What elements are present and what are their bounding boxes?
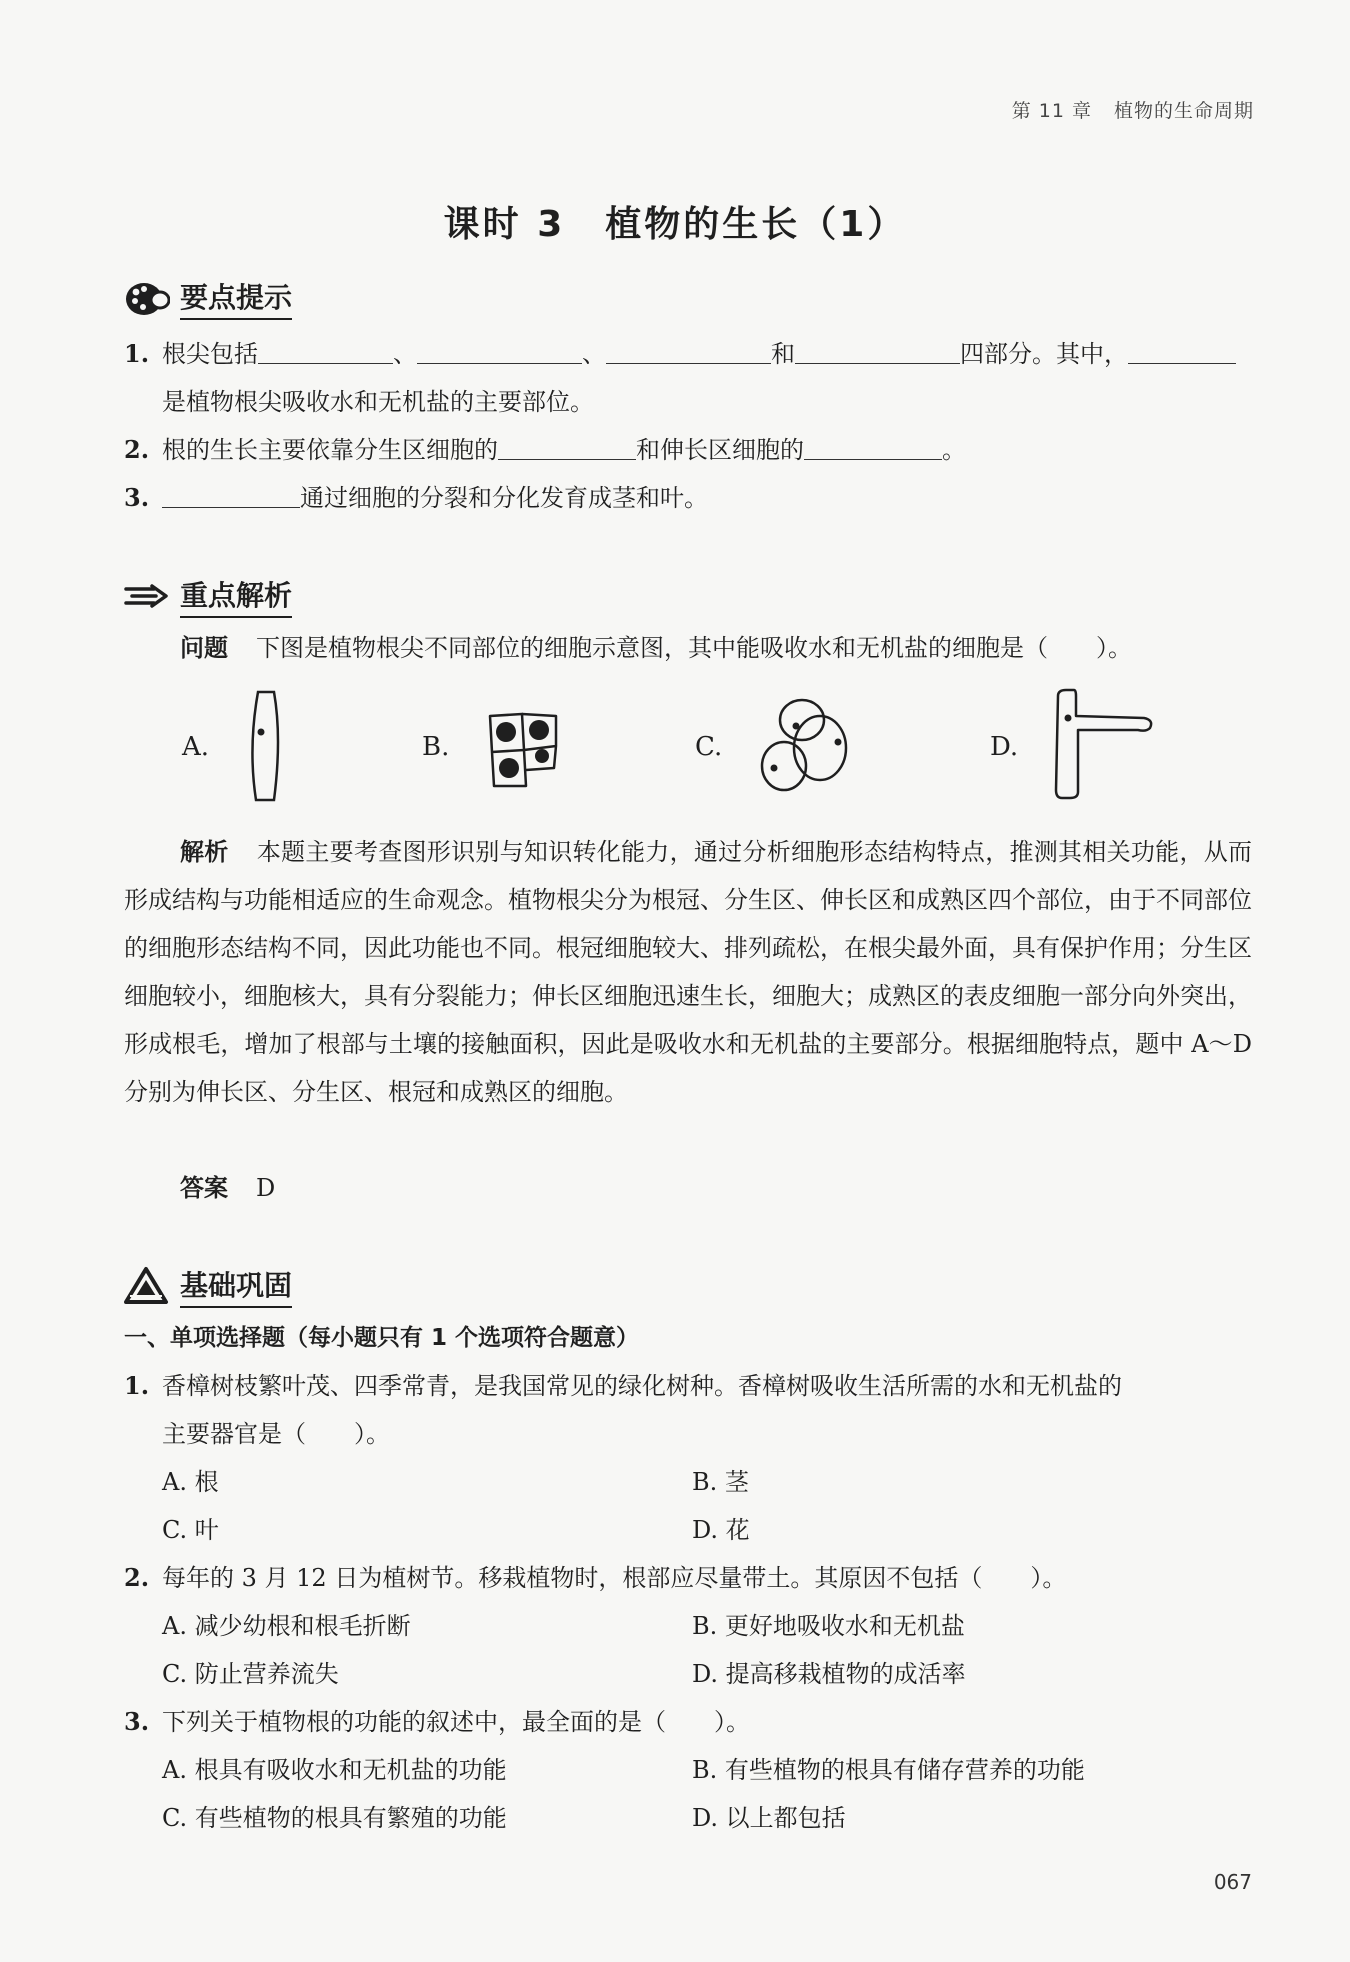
loose-round-cells-image — [758, 696, 854, 796]
example-question — [124, 624, 1308, 672]
section-key-points-heading — [124, 276, 292, 320]
running-header — [1012, 96, 1254, 123]
key-point-3: 3. 通过细胞的分裂和分化发育成茎和叶。 — [124, 483, 708, 512]
answer-line — [124, 1164, 1308, 1212]
key-point-1: 1. 根尖包括 、 、 和 四部分。其中， — [124, 330, 1252, 378]
section-heading-text: 要点提示 — [180, 276, 292, 320]
page-title — [0, 196, 1350, 247]
answer-blank[interactable] — [1128, 337, 1236, 364]
answer-blank[interactable] — [417, 337, 582, 364]
palette-icon — [124, 278, 170, 318]
answer-label: 答案 — [180, 1174, 228, 1202]
elongated-cell-image — [244, 688, 288, 806]
exercise-question-2: 2. 每年的 3 月 12 日为植树节。移栽植物时，根部应尽量带土。其原因不包括（ ）。 — [124, 1563, 1067, 1592]
chapter-title: 植物的生命周期 — [1113, 100, 1254, 122]
page-number: 067 — [1213, 1870, 1252, 1894]
option-d-label[interactable]: D. — [990, 732, 1019, 762]
option-a-label[interactable]: A. — [182, 732, 210, 762]
q2-option-c[interactable]: C. 防止营养流失 — [162, 1660, 339, 1688]
answer-blank[interactable] — [162, 481, 300, 508]
key-point-2: 2. 根的生长主要依靠分生区细胞的 和伸长区细胞的 。 — [124, 435, 966, 464]
option-b-label[interactable]: B. — [422, 732, 450, 762]
exercise-question-1: 1. 香樟树枝繁叶茂、四季常青，是我国常见的绿化树种。香樟树吸收生活所需的水和无机盐的 — [124, 1371, 1122, 1400]
option-c-label[interactable]: C. — [695, 732, 723, 762]
section-heading-text: 重点解析 — [180, 574, 292, 618]
triangle-blocks-icon — [124, 1266, 170, 1306]
question-1-options-row2 — [162, 1506, 1252, 1554]
q3-option-d[interactable]: D. 以上都包括 — [692, 1804, 846, 1832]
question-text: 下图是植物根尖不同部位的细胞示意图，其中能吸收水和无机盐的细胞是（ ）。 — [256, 634, 1132, 662]
q1-option-a[interactable]: A. 根 — [162, 1468, 219, 1496]
q2-option-d[interactable]: D. 提高移栽植物的成活率 — [692, 1660, 966, 1688]
q2-option-a[interactable]: A. 减少幼根和根毛折断 — [162, 1612, 411, 1640]
section-heading-text: 基础巩固 — [180, 1264, 292, 1308]
small-dense-cells-image — [486, 710, 562, 790]
q3-option-c[interactable]: C. 有些植物的根具有繁殖的功能 — [162, 1804, 507, 1832]
question-label: 问题 — [180, 634, 228, 662]
root-hair-cell-image — [1052, 688, 1156, 800]
section-basics-heading — [124, 1264, 292, 1308]
analysis-text: 本题主要考查图形识别与知识转化能力，通过分析细胞形态结构特点，推测其相关功能，从而形成结构与功能相适应的生命观念。植物根尖分为根冠、分生区、伸长区和成熟区四个部位，由于不同部位的细胞形态结构不同，因此功能也不同。根冠细胞较大、排列疏松，在根尖最外面，具有保护作用；分生区细胞较小，细胞核大，具有分裂能力；伸长区细胞迅速生长，细胞大；成熟区的表皮细胞一部分向外突出，形成根毛，增加了根部与土壤的接触面积，因此是吸收水和无机盐的主要部分。根据细胞特点，题中 A～D 分别为伸长区、分生区、根冠和成熟区的细胞。 — [124, 838, 1253, 1106]
lines-arrow-icon — [124, 576, 170, 616]
lesson-number: 课时 3 — [443, 204, 566, 245]
q3-option-b[interactable]: B. 有些植物的根具有储存营养的功能 — [692, 1756, 1085, 1784]
answer-blank[interactable] — [606, 337, 771, 364]
q3-option-a[interactable]: A. 根具有吸收水和无机盐的功能 — [162, 1756, 507, 1784]
key-point-1-continued: 是植物根尖吸收水和无机盐的主要部位。 — [162, 388, 594, 416]
question-2-options-row1 — [162, 1602, 1252, 1650]
question-3-options-row1 — [162, 1746, 1252, 1794]
answer-value: D — [256, 1174, 276, 1202]
q1-option-d[interactable]: D. 花 — [692, 1516, 750, 1544]
question-2-options-row2 — [162, 1650, 1252, 1698]
analysis-paragraph — [124, 828, 1252, 1116]
section-analysis-heading — [124, 574, 292, 618]
answer-blank[interactable] — [804, 433, 942, 460]
analysis-label: 解析 — [180, 838, 229, 866]
lesson-name: 植物的生长（1） — [605, 204, 907, 245]
question-3-options-row2 — [162, 1794, 1252, 1842]
exercise-question-3: 3. 下列关于植物根的功能的叙述中，最全面的是（ ）。 — [124, 1707, 750, 1736]
q2-option-b[interactable]: B. 更好地吸收水和无机盐 — [692, 1612, 965, 1640]
chapter-number: 第 11 章 — [1011, 100, 1092, 122]
q1-option-c[interactable]: C. 叶 — [162, 1516, 219, 1544]
question-1-options-row1 — [162, 1458, 1252, 1506]
q1-option-b[interactable]: B. 茎 — [692, 1468, 749, 1496]
cell-figure-options — [0, 688, 1350, 808]
exercise-question-1-continued: 主要器官是（ ）。 — [162, 1420, 390, 1448]
exercise-subheading: 一、单项选择题（每小题只有 1 个选项符合题意） — [124, 1325, 640, 1351]
answer-blank[interactable] — [498, 433, 636, 460]
answer-blank[interactable] — [258, 337, 393, 364]
answer-blank[interactable] — [795, 337, 960, 364]
